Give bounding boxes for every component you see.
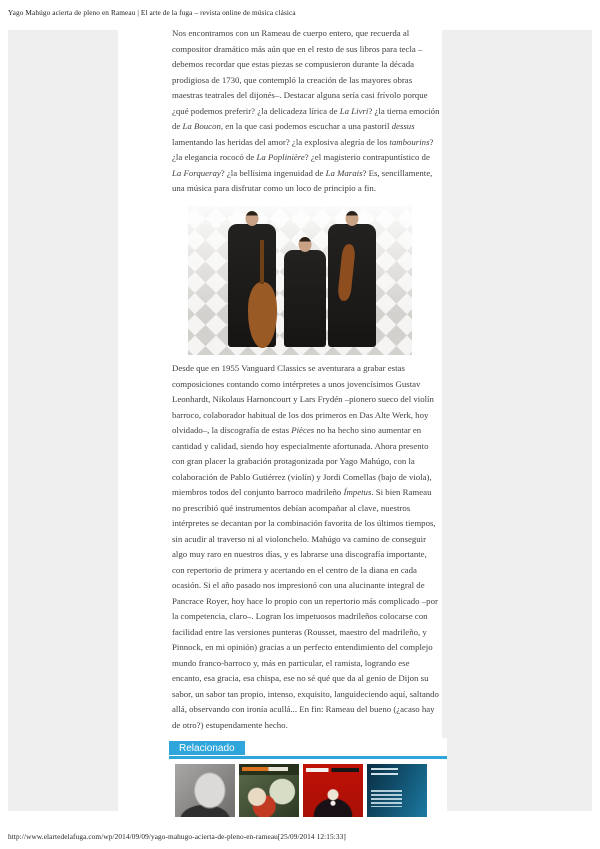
related-header-bar — [169, 738, 447, 759]
right-sidebar-placeholder — [442, 30, 592, 811]
musician-right-silhouette — [328, 224, 376, 347]
musicians-photo — [188, 206, 412, 355]
article-paragraph-2: Desde que en 1955 Vanguard Classics se aventurara a grabar estas composiciones contando como intérpretes a unos jovencísimos Gustav Leonhardt, Nikolaus Harnoncourt y Lars Frydén –pionero sueco del violín barroco, colaborador habitual de los dos primeros en Das Alte Werk, hoy olvidado–, la discografía de estas Pièces no ha hecho sino aumentar en cantidad y calidad, siendo hoy especialmente afortunada. Ahora presento con gran placer la grabación protagonizada por Yago Mahúgo, con la colaboración de Pablo Gutiérrez (violín) y Jordi Comellas (bajo de viola), miembros todos del conjunto barroco madrileño Ímpetus. Si bien Rameau no prescribió qué instrumentos debían acompañar al clave, nuestros intérpretes se decantan por la combinación favorita de los últimos tiempos, sin acudir al traverso ni al violonchelo. Mahúgo va camino de conseguir algo muy raro en nuestros días, y es labrarse una discografía importante, con repertorio de primera y acertando en el centro de la diana en cada ocasión. Si el año pasado nos impresionó con una alucinante integral de Pancrace Royer, hoy hace lo propio con un repertorio más complicado –por la competencia, claro–. Logran los impetuosos madrileños colocarse con facilidad entre las versiones punteras (Rousset, maestro del madrileño, y Pinnock, en mi opinión) gracias a un perfecto entendimiento del complejo mundo franco-barroco y, más en particular, el ramista, logrando ese encanto, esa gracia, esa chispa, ese no sé qué que da al genio de Dijon su sabor, un sabor tan propio, intenso, exquisito, languideciendo aquí, saltando allá, observando con ironía acullá... En fin: Rameau del bueno (¿acaso hay de otro?) estupendamente hecho. — [172, 363, 439, 730]
related-thumbnail-baroque-painting-cover[interactable] — [239, 764, 299, 817]
related-thumbnail-bw-portrait[interactable] — [175, 764, 235, 817]
left-sidebar-placeholder — [8, 30, 118, 811]
print-header-title: Yago Mahúgo acierta de pleno en Rameau | El arte de la fuga – revista online de música clásica — [8, 8, 296, 17]
related-thumbnail-red-conductor-cover[interactable] — [303, 764, 363, 817]
print-footer-url: http://www.elartedelafuga.com/wp/2014/09/09/yago-mahugo-acierta-de-pleno-en-rameau[25/09/2014 12:15:33] — [8, 832, 346, 841]
musician-center-silhouette — [284, 250, 326, 347]
article-paragraph-1: Nos encontramos con un Rameau de cuerpo entero, que recuerda al compositor dramático más aún que en el resto de sus libros para tecla – debemos recordar que estas piezas se compusieron durante la década prodigiosa de 1730, que contempló la creación de las mayores obras maestras teatrales del dijonés–. Destacar alguna sería casi frívolo porque ¿qué podemos preferir? ¿la delicadeza lírica de La Livri? ¿la tierna emoción de La Boucon, en la que casi podemos escuchar a una pastoril dessus lamentando las heridas del amor? ¿la explosiva alegría de los tambourins? ¿la elegancia rococó de La Poplinière? ¿el magisterio contrapuntístico de La Forqueray? ¿la bellísima ingenuidad de La Marais? Es, sencillamente, una música para disfrutar como un loco de principio a fin. — [172, 28, 440, 193]
related-thumbnail-blue-typographic-cover[interactable] — [367, 764, 427, 817]
related-thumbnails-row — [175, 764, 447, 817]
related-section — [169, 738, 447, 817]
related-label: Relacionado — [169, 741, 245, 755]
